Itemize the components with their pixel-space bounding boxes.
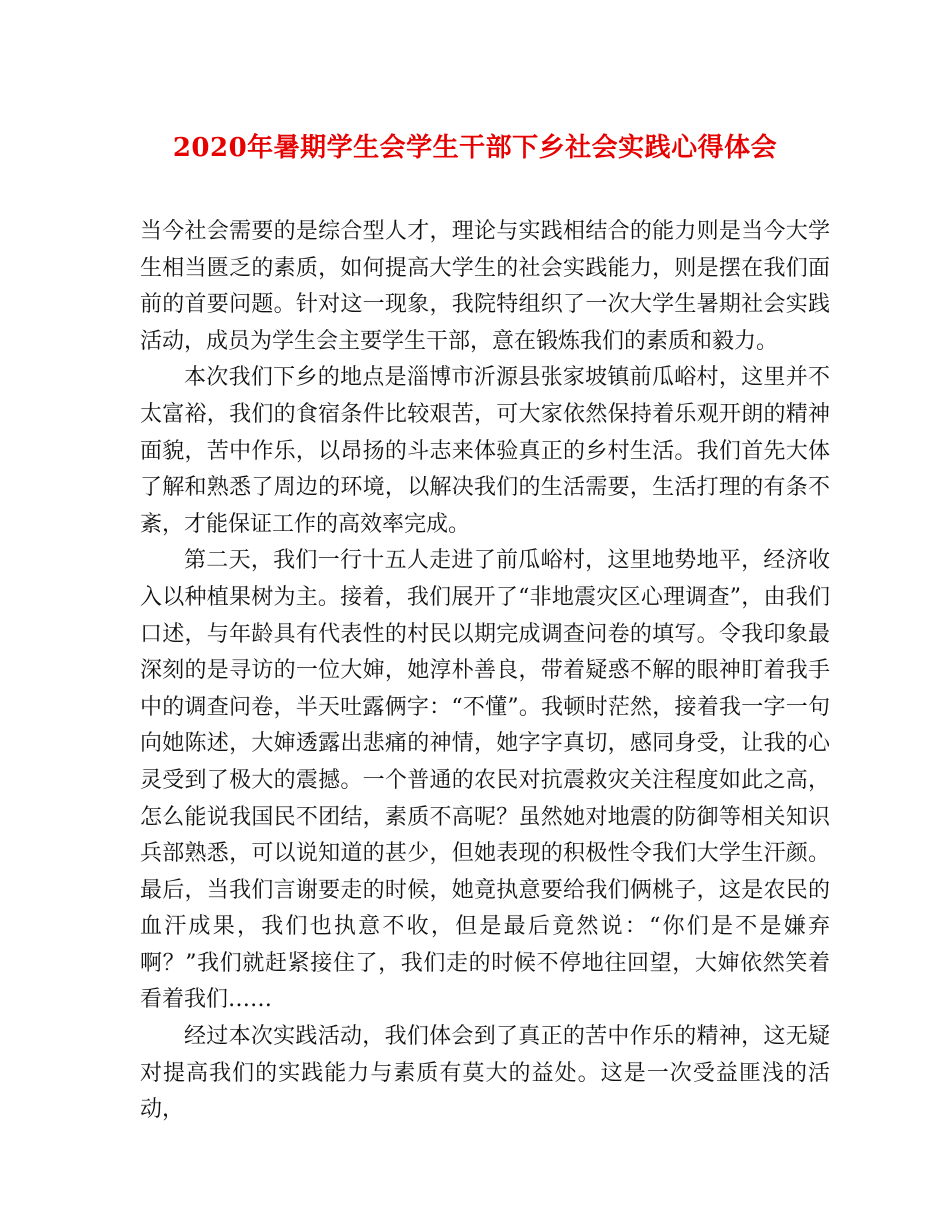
paragraph-1: 当今社会需要的是综合型人才，理论与实践相结合的能力则是当今大学生相当匮乏的素质，如何提高大学生的社会实践能力，则是摆在我们面前的首要问题。针对这一现象，我院特组织了一次大学生暑期社会实践活动，成员为学生会主要学生干部，意在锻炼我们的素质和毅力。 <box>140 219 830 354</box>
document-body <box>140 214 830 1129</box>
paragraph-2: 本次我们下乡的地点是淄博市沂源县张家坡镇前瓜峪村，这里并不太富裕，我们的食宿条件比较艰苦，可大家依然保持着乐观开朗的精神面貌，苦中作乐，以昂扬的斗志来体验真正的乡村生活。我们首先大体了解和熟悉了周边的环境，以解决我们的生活需要，生活打理的有条不紊，才能保证工作的高效率完成。 <box>140 365 830 537</box>
paragraph-3: 第二天，我们一行十五人走进了前瓜峪村，这里地势地平，经济收入以种植果树为主。接着，我们展开了“非地震灾区心理调查”，由我们口述，与年龄具有代表性的村民以期完成调查问卷的填写。令我印象最深刻的是寻访的一位大婶，她淳朴善良，带着疑惑不解的眼神盯着我手中的调查问卷，半天吐露俩字：“不懂”。我顿时茫然，接着我一字一句向她陈述，大婶透露出悲痛的神情，她字字真切，感同身受，让我的心灵受到了极大的震撼。一个普通的农民对抗震救灾关注程度如此之高，怎么能说我国民不团结，素质不高呢？虽然她对地震的防御等相关知识兵部熟悉，可以说知道的甚少，但她表现的积极性令我们大学生汗颜。最后，当我们言谢要走的时候，她竟执意要给我们俩桃子，这是农民的血汗成果，我们也执意不收，但是最后竟然说：“你们是不是嫌弃啊？”我们就赶紧接住了，我们走的时候不停地往回望，大婶依然笑着看着我们…… <box>140 548 830 1013</box>
document-title: 2020年暑期学生会学生干部下乡社会实践心得体会 <box>172 133 778 163</box>
paragraph-4: 经过本次实践活动，我们体会到了真正的苦中作乐的精神，这无疑对提高我们的实践能力与素质有莫大的益处。这是一次受益匪浅的活动， <box>140 1024 830 1123</box>
